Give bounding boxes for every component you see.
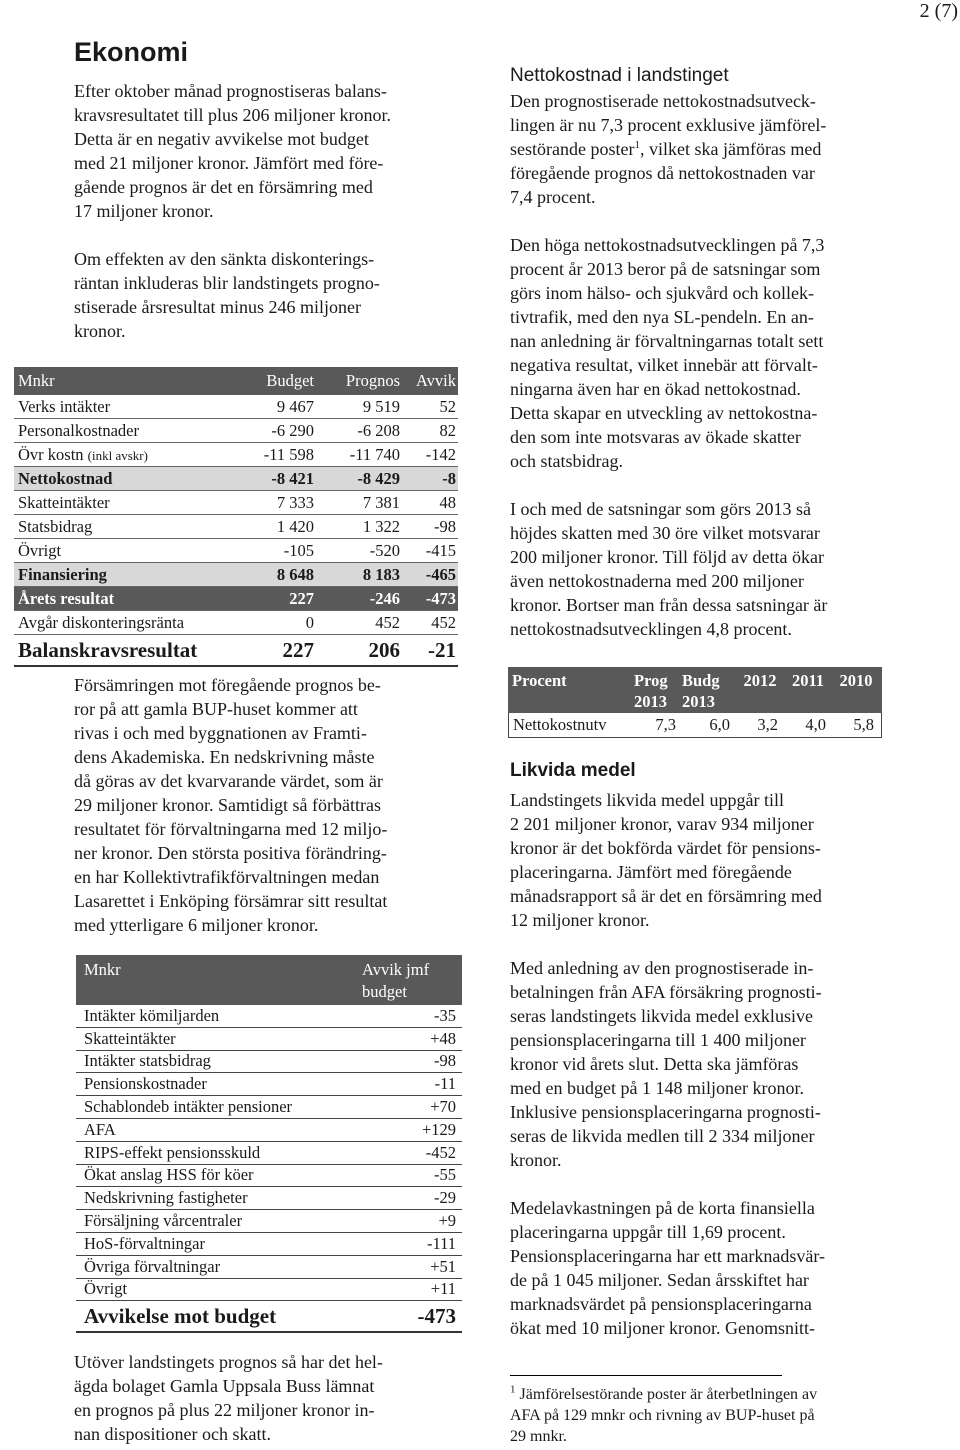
deviation-table [76, 955, 462, 1333]
row-label: Balanskravsresultat [18, 637, 198, 662]
left-column-bottom [74, 1350, 474, 1446]
avvik-cell: -415 [425, 540, 456, 560]
budget-cell: 227 [289, 588, 314, 608]
prognos-cell: 206 [368, 637, 400, 662]
table-row [76, 1142, 462, 1165]
table-row [76, 1187, 462, 1210]
avvik-cell: 452 [431, 612, 456, 632]
row-label-main: Övr kostn [18, 444, 84, 464]
table-row [14, 515, 458, 539]
value-cell: -55 [434, 1165, 456, 1185]
right-column-bottom [510, 759, 890, 1340]
value-cell: -11 [434, 1074, 456, 1094]
percent-table [508, 667, 882, 738]
value-cell: +51 [430, 1256, 456, 1276]
col-header-mnkr: Mnkr [18, 371, 55, 390]
value-cell: -452 [425, 1142, 456, 1162]
prognos-cell: -520 [369, 540, 400, 560]
footnote-text: Jämförelsestörande poster är återbetlningen av AFA på 129 mnkr och rivning av BUP-huset på 29 mnkr. [510, 1386, 818, 1445]
col-header-2011: 2011 [791, 671, 825, 690]
row-label: Nettokostnutv [513, 715, 607, 734]
result-table-header [14, 367, 458, 395]
left-column-middle [74, 673, 474, 937]
table-row [76, 1256, 462, 1279]
col-header-mnkr: Mnkr [84, 960, 121, 979]
budget-cell: 0 [305, 612, 314, 632]
prognos-cell: -6 208 [357, 420, 400, 440]
table-row [14, 611, 458, 635]
row-label: Skatteintäkter [18, 492, 110, 512]
row-label-note: (inkl avskr) [87, 447, 148, 463]
footnote-divider [510, 1375, 782, 1376]
row-label: Försäljning vårcentraler [84, 1211, 243, 1231]
col-header-procent: Procent [512, 671, 567, 690]
value-cell: +11 [430, 1279, 456, 1299]
prognos-cell: 9 519 [362, 396, 400, 416]
table-row [14, 539, 458, 563]
avvik-cell: -142 [425, 444, 456, 464]
col-header-avvik: Avvik [415, 371, 456, 390]
row-label: Skatteintäkter [84, 1028, 176, 1048]
paragraph-balanskrav: Efter oktober månad prognostiseras balans- kravsresultatet till plus 206 miljoner kronor. Detta är en negativ avvikelse mot budget med 21 miljoner kronor. Jämfört med före- gående prognos är det en försämring med 17 miljoner kronor. [74, 81, 391, 221]
table-row [14, 419, 458, 443]
col-header-budget: Budget [266, 371, 314, 390]
percent-table-header [508, 667, 882, 713]
prognos-cell: 1 322 [362, 516, 400, 536]
row-label: Schablondeb intäkter pensioner [84, 1097, 293, 1117]
value-cell: 5,8 [853, 715, 874, 734]
budget-cell: 7 333 [276, 492, 314, 512]
col-header-prognos: Prognos [345, 371, 400, 390]
table-row [76, 1051, 462, 1074]
value-cell: -29 [434, 1188, 456, 1208]
paragraph-forsamring: Försämringen mot föregående prognos be- ror på att gamla BUP-huset kommer att rivas i och med byggnationen av Framti- dens Akademiska. En nedskrivning måste då göras av det kvarvarande värdet, som är 29 miljoner kronor. Samtidigt så förbättras resultatet för förvaltningarna med 12 miljo- ner kronor. Den största positiva förändring- en har Kollektivtrafikförvaltningen medan Lasarettet i Enköping försämrar sitt resultat med ytterligare 6 miljoner kronor. [74, 675, 388, 935]
value-cell: 6,0 [709, 715, 730, 734]
row-label: HoS-förvaltningar [84, 1233, 205, 1253]
total-value: -473 [417, 1303, 456, 1328]
total-label: Avvikelse mot budget [84, 1303, 277, 1328]
budget-cell: -8 421 [271, 468, 314, 488]
paragraph-satsningar: I och med de satsningar som görs 2013 så höjdes skatten med 30 öre vilket motsvarar 200 miljoner kronor. Till följd av detta ökar även nettokostnaderna med 200 miljoner kronor. Bortser man från dessa satsningar är nettokostnadsutvecklingen 4,8 procent. [510, 499, 828, 639]
row-label: Avgår diskonteringsränta [18, 612, 185, 632]
col-header-prog-2013: Prog 2013 [634, 671, 668, 711]
prognos-cell: 7 381 [362, 492, 400, 512]
paragraph-part: , vilket ska jämföras med föregående prognos då nettokostnaden var 7,4 procent. [510, 139, 822, 207]
row-label: AFA [84, 1119, 116, 1139]
row-label: Verks intäkter [18, 396, 111, 416]
prognos-cell: 452 [375, 612, 400, 632]
budget-cell: -11 598 [263, 444, 314, 464]
table-row [508, 713, 882, 738]
budget-cell: -6 290 [271, 420, 314, 440]
left-column-top [74, 79, 474, 343]
table-row-balanskravsresultat [14, 635, 458, 667]
table-row-nettokostnad [14, 467, 458, 491]
budget-cell: -105 [283, 540, 314, 560]
avvik-cell: -21 [428, 637, 456, 662]
heading-nettokostnad: Nettokostnad i landstinget [510, 65, 729, 86]
row-label: Övrigt [18, 540, 62, 560]
result-table [14, 367, 458, 667]
row-label: Övrigt [84, 1279, 128, 1299]
table-row-finansiering [14, 563, 458, 587]
value-cell: +70 [430, 1097, 456, 1117]
table-row [14, 491, 458, 515]
row-label: Ökat anslag HSS för köer [84, 1165, 254, 1185]
row-label: RIPS-effekt pensionsskuld [84, 1142, 261, 1162]
row-label: Personalkostnader [18, 420, 139, 440]
page-number: 2 (7) [919, 0, 958, 22]
deviation-table-header [76, 955, 462, 1005]
table-row [76, 1279, 462, 1302]
right-column-top [510, 64, 890, 641]
value-cell: +9 [438, 1211, 456, 1231]
table-row-arets-resultat [14, 587, 458, 611]
paragraph-afa: Med anledning av den prognostiserade in- betalningen från AFA försäkring prognosti- seras landstingets likvida medel exklusive pensionsplaceringarna till 1 400 miljoner kronor vid årets slut. Detta ska jämföras med en budget på 1 148 miljoner kronor. Inklusive pensionsplaceringarna prognosti- seras de likvida medlen till 2 334 miljoner kronor. [510, 958, 822, 1170]
table-row [76, 1028, 462, 1051]
deviation-total-row [76, 1301, 462, 1333]
avvik-cell: 52 [439, 396, 456, 416]
value-cell: -35 [434, 1005, 456, 1025]
prognos-cell: -11 740 [349, 444, 400, 464]
row-label: Övriga förvaltningar [84, 1256, 221, 1276]
row-label: Nettokostnad [18, 468, 113, 488]
table-row [14, 395, 458, 419]
budget-cell: 227 [282, 637, 314, 662]
row-label: Intäkter statsbidrag [84, 1051, 211, 1071]
table-row [76, 1073, 462, 1096]
paragraph-gamla-uppsala-buss: Utöver landstingets prognos så har det hel- ägda bolaget Gamla Uppsala Buss lämnat en prognos på plus 22 miljoner kronor in- nan dispositioner och skatt. [74, 1352, 383, 1444]
prognos-cell: -246 [369, 588, 400, 608]
footnote-ref: 1 [634, 139, 640, 151]
row-label: Finansiering [18, 564, 107, 584]
paragraph-likvida: Landstingets likvida medel uppgår till 2 201 miljoner kronor, varav 934 miljoner kronor är det bokförda värdet för pensions- placeringarna. Jämfört med föregående månadsrapport så är det en försämring med 12 miljoner kronor. [510, 790, 822, 930]
footnote [510, 1384, 890, 1447]
row-label: Statsbidrag [18, 516, 93, 536]
paragraph-part: Den prognostiserade nettokostnadsutveck- lingen är nu 7,3 procent exklusive jämförel- sestörande poster [510, 91, 827, 159]
table-row [14, 443, 458, 467]
budget-cell: 9 467 [276, 396, 314, 416]
section-heading-ekonomi: Ekonomi [74, 37, 189, 67]
table-row [76, 1005, 462, 1028]
heading-likvida-medel: Likvida medel [510, 760, 636, 781]
budget-cell: 8 648 [276, 564, 314, 584]
col-header-budg-2013: Budg 2013 [682, 671, 720, 711]
paragraph-hoga-nettokostnad: Den höga nettokostnadsutvecklingen på 7,3 procent år 2013 beror på de satsningar som görs inom hälso- och sjukvård och kollek- tivtrafik, med den nya SL-pendeln. En an- nan anledning är förvaltningarnas totalt sett negativa resultat, vilket innebär att förvalt- ningarna även har en ökad nettokostnad. Detta skapar en utveckling av nettokostna- den som inte motsvaras av ökade skatter och statsbidrag. [510, 235, 825, 471]
table-row [76, 1233, 462, 1256]
paragraph-medelavkastning: Medelavkastningen på de korta finansiella placeringarna uppgår till 1,69 procent. Pensionsplaceringarna har ett marknadsvär- de på 1 045 miljoner. Sedan årsskiftet har marknadsvärdet på pensionsplaceringarna ökat med 10 miljoner kronor. Genomsnitt- [510, 1198, 826, 1338]
table-row [76, 1165, 462, 1188]
value-cell: +48 [430, 1028, 456, 1048]
col-header-2010: 2010 [839, 671, 873, 690]
value-cell: -98 [434, 1051, 456, 1071]
paragraph-diskontering: Om effekten av den sänkta diskonterings- räntan inkluderas blir landstingets progno- stiserade årsresultat minus 246 miljoner kronor. [74, 249, 380, 341]
table-row [76, 1119, 462, 1142]
budget-cell: 1 420 [276, 516, 314, 536]
prognos-cell: 8 183 [362, 564, 400, 584]
row-label: Pensionskostnader [84, 1074, 207, 1094]
value-cell: 4,0 [805, 715, 826, 734]
row-label: Intäkter kömiljarden [84, 1005, 220, 1025]
avvik-cell: -473 [425, 588, 456, 608]
value-cell: -111 [426, 1233, 456, 1253]
paragraph-nettokostnadsutveckling [510, 89, 890, 209]
avvik-cell: -98 [434, 516, 456, 536]
avvik-cell: -465 [425, 564, 456, 584]
row-label [14, 445, 224, 465]
avvik-cell: -8 [442, 468, 456, 488]
table-row [76, 1096, 462, 1119]
row-label: Nedskrivning fastigheter [84, 1188, 248, 1208]
avvik-cell: 48 [439, 492, 456, 512]
row-label: Årets resultat [18, 588, 115, 608]
footnote-number: 1 [510, 1383, 516, 1396]
value-cell: 7,3 [655, 715, 676, 734]
value-cell: +129 [421, 1119, 456, 1139]
avvik-cell: 82 [439, 420, 456, 440]
prognos-cell: -8 429 [357, 468, 400, 488]
table-row [76, 1210, 462, 1233]
col-header-avvik-jmf-budget: Avvik jmf budget [362, 960, 430, 1001]
value-cell: 3,2 [757, 715, 778, 734]
col-header-2012: 2012 [743, 671, 777, 690]
